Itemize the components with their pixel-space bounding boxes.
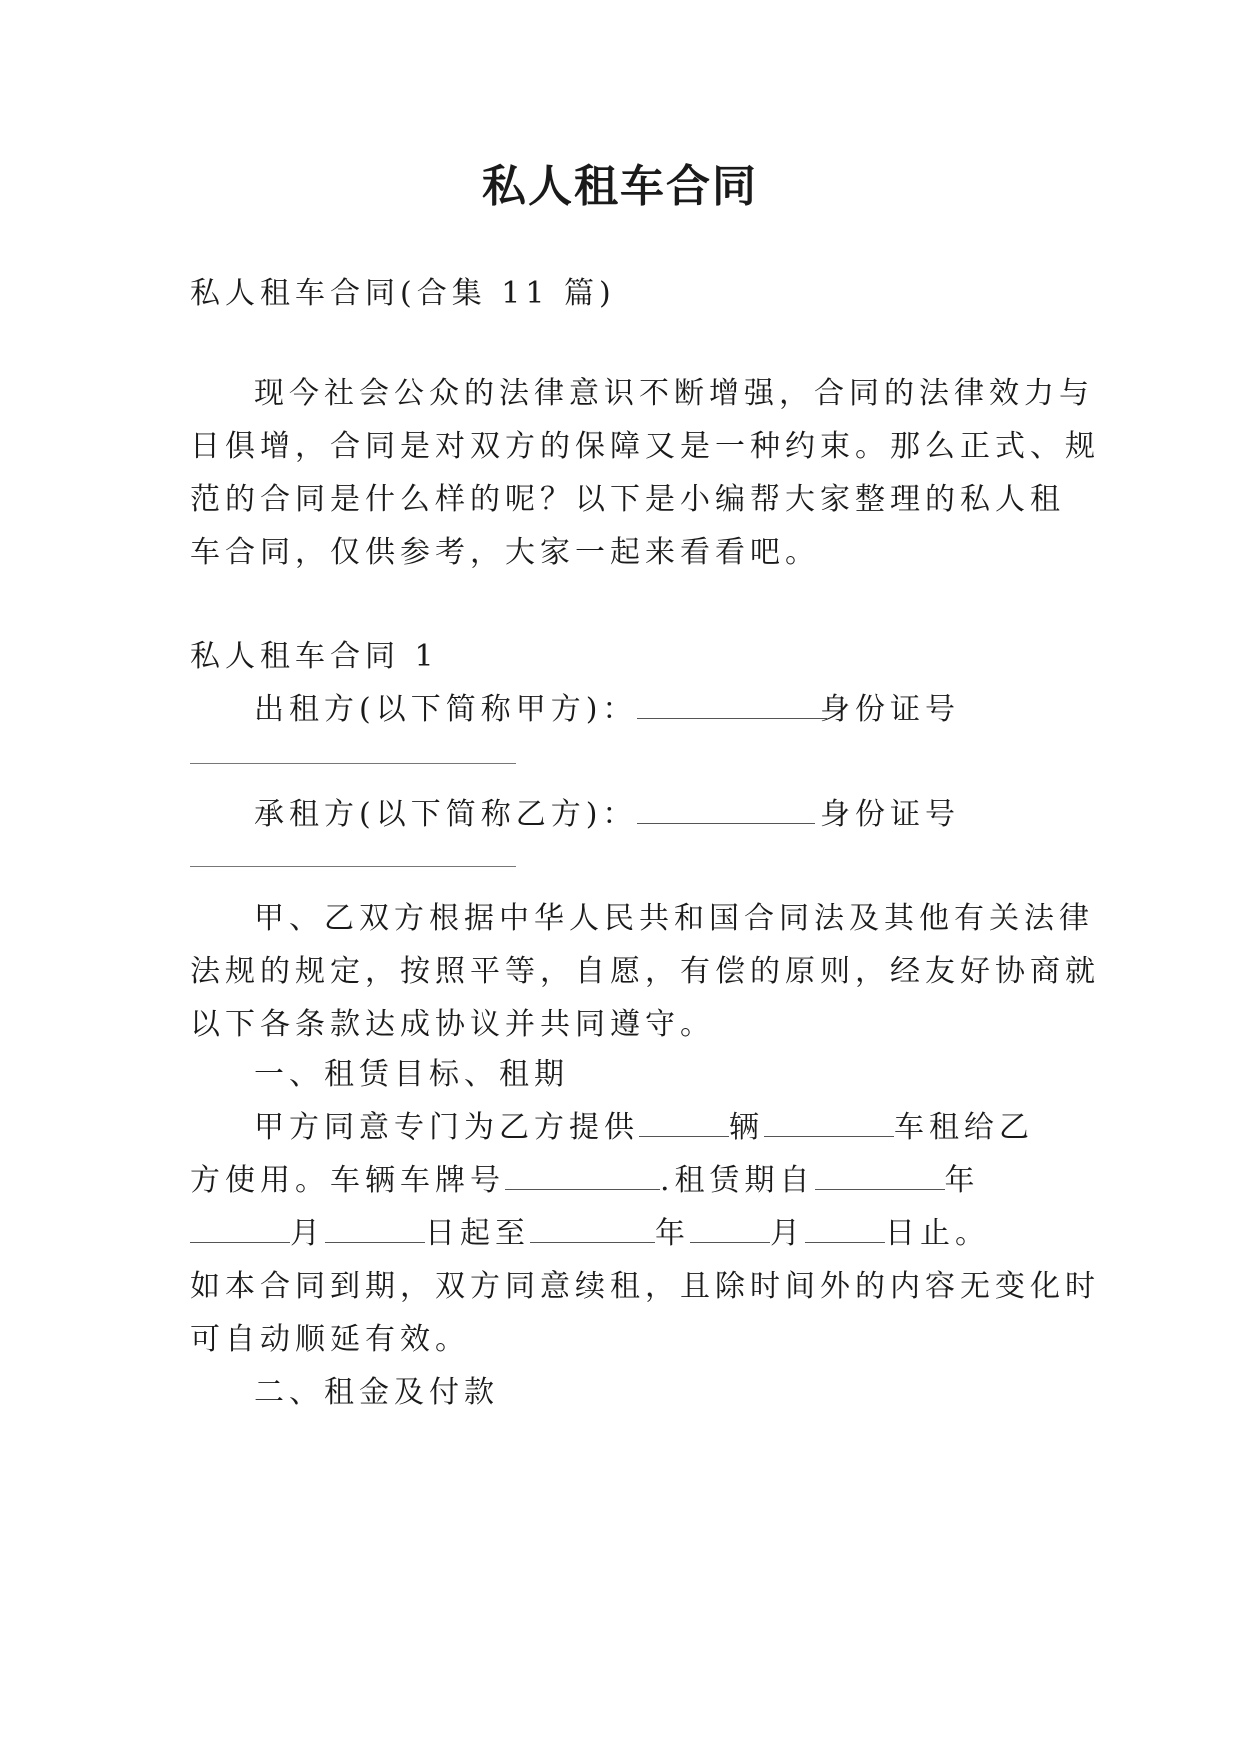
section-1-line-2 (190, 1155, 980, 1199)
lessor-id-blank (190, 763, 516, 764)
lessee-id-label: 身份证号 (820, 797, 960, 832)
s1-text-k: 日止。 (885, 1216, 990, 1251)
s1-text-g: 月 (290, 1216, 325, 1251)
s1-text-j: 月 (770, 1216, 805, 1251)
end-month-blank (690, 1214, 770, 1243)
section-1-heading: 一、租赁目标、租期 (254, 1057, 569, 1092)
document-title: 私人租车合同 (482, 161, 758, 212)
s1-text-i: 年 (655, 1216, 690, 1251)
lessee-label: 承租方(以下简称乙方)： (254, 797, 638, 832)
s1-text-e: .租赁期自 (660, 1163, 815, 1198)
section-1-line-1 (254, 1102, 1034, 1146)
vehicle-model-blank (764, 1108, 894, 1137)
vehicle-count-blank (639, 1108, 729, 1137)
lessee-id-blank (190, 866, 516, 867)
section-1-line-4: 如本合同到期，双方同意续租，且除时间外的内容无变化时 (190, 1269, 1100, 1304)
start-year-blank (815, 1161, 945, 1190)
s1-text-f: 年 (944, 1163, 980, 1198)
preamble-line-1: 甲、乙双方根据中华人民共和国合同法及其他有关法律 (254, 901, 1094, 936)
preamble-line-3: 以下各条款达成协议并共同遵守。 (190, 1007, 715, 1042)
s1-text-d: 方使用。车辆车牌号 (190, 1163, 505, 1198)
start-month-blank (190, 1214, 290, 1243)
intro-line-4: 车合同，仅供参考，大家一起来看看吧。 (190, 535, 820, 570)
intro-line-3: 范的合同是什么样的呢？以下是小编帮大家整理的私人租 (190, 482, 1065, 517)
s1-text-a: 甲方同意专门为乙方提供 (254, 1110, 639, 1145)
s1-text-h: 日起至 (425, 1216, 530, 1251)
s1-text-b: 辆 (729, 1110, 764, 1145)
lessor-name-blank (637, 690, 827, 719)
plate-number-blank (505, 1161, 660, 1190)
contract-1-heading: 私人租车合同 1 (190, 639, 439, 674)
end-year-blank (530, 1214, 655, 1243)
intro-line-2: 日俱增，合同是对双方的保障又是一种约束。那么正式、规 (190, 429, 1100, 464)
collection-subtitle: 私人租车合同(合集 11 篇) (190, 276, 616, 311)
lessor-id-label: 身份证号 (820, 692, 960, 727)
preamble-line-2: 法规的规定，按照平等，自愿，有偿的原则，经友好协商就 (190, 954, 1100, 989)
section-2-heading: 二、租金及付款 (254, 1375, 499, 1410)
s1-text-c: 车租给乙 (894, 1110, 1034, 1145)
intro-line-1: 现今社会公众的法律意识不断增强，合同的法律效力与 (254, 376, 1094, 411)
section-1-line-5: 可自动顺延有效。 (190, 1322, 470, 1357)
end-day-blank (805, 1214, 885, 1243)
start-day-blank (325, 1214, 425, 1243)
lessee-line (254, 789, 815, 833)
lessor-line (254, 684, 827, 728)
section-1-line-3 (190, 1208, 990, 1252)
lessor-label: 出租方(以下简称甲方)： (254, 692, 638, 727)
lessee-name-blank (637, 795, 815, 824)
